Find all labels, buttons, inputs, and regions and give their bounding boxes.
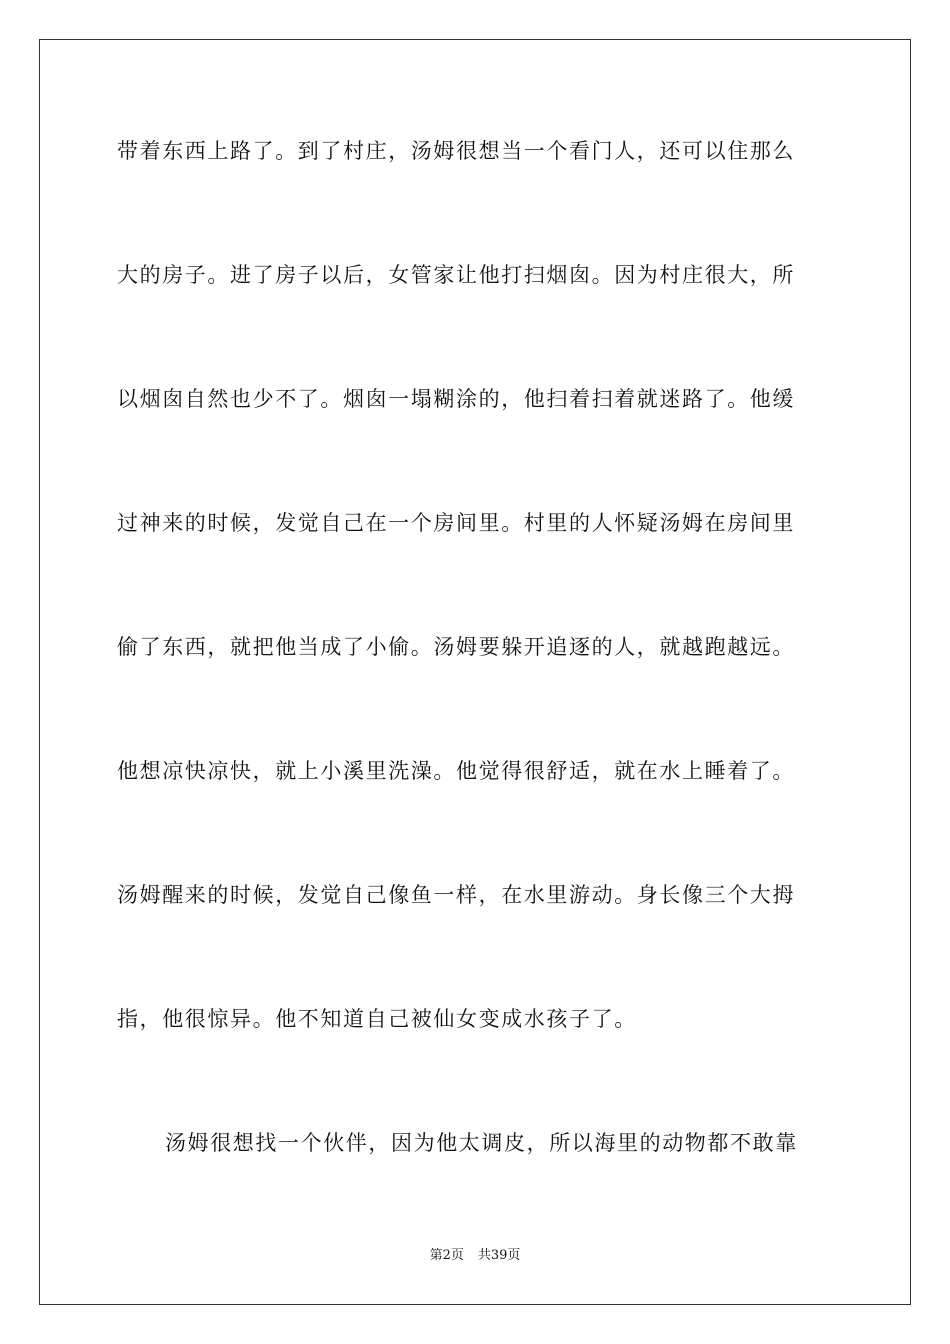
text-line: 大的房子。进了房子以后，女管家让他打扫烟囱。因为村庄很大，所 <box>117 263 795 287</box>
page-border <box>39 39 911 1305</box>
text-line: 偷了东西，就把他当成了小偷。汤姆要躲开追逐的人，就越跑越远。 <box>117 635 795 659</box>
total-pages: 共39页 <box>477 1248 521 1263</box>
text-line: 他想凉快凉快，就上小溪里洗澡。他觉得很舒适，就在水上睡着了。 <box>117 759 795 783</box>
page-footer <box>0 1247 950 1265</box>
page-number: 第2页 <box>429 1248 464 1263</box>
text-line: 带着东西上路了。到了村庄，汤姆很想当一个看门人，还可以住那么 <box>117 139 795 163</box>
text-line: 过神来的时候，发觉自己在一个房间里。村里的人怀疑汤姆在房间里 <box>117 511 795 535</box>
text-line: 汤姆醒来的时候，发觉自己像鱼一样，在水里游动。身长像三个大拇 <box>117 883 795 907</box>
text-line: 以烟囱自然也少不了。烟囱一塌糊涂的，他扫着扫着就迷路了。他缓 <box>117 387 795 411</box>
paragraph-first-line: 汤姆很想找一个伙伴，因为他太调皮，所以海里的动物都不敢靠 <box>165 1131 798 1155</box>
text-line: 指，他很惊异。他不知道自己被仙女变成水孩子了。 <box>117 1007 637 1031</box>
